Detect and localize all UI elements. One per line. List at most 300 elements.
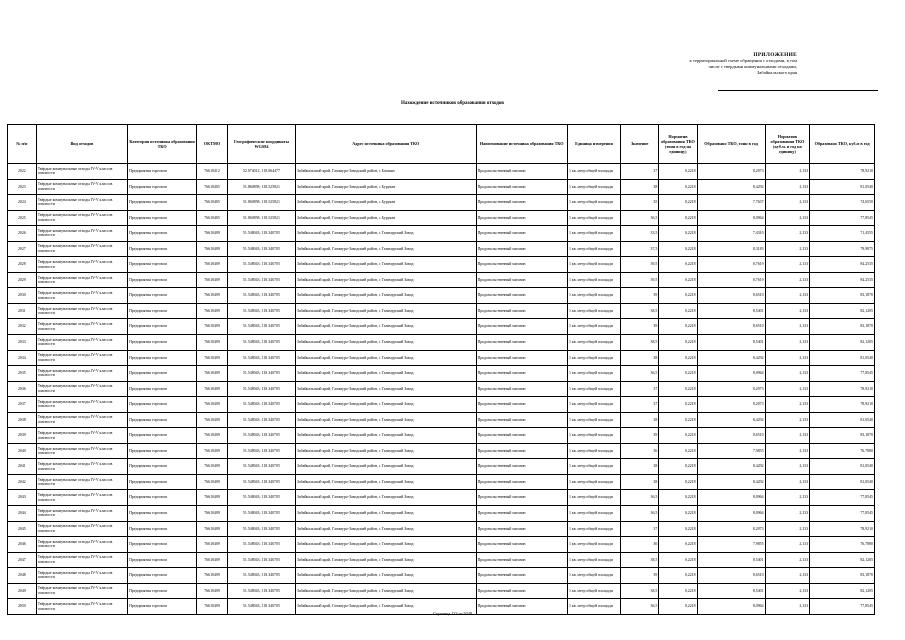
waste-type-cell: Твёрдые коммунальные отходы IV-V классов опасности bbox=[36, 272, 127, 288]
category-cell: Предприятия торговли bbox=[128, 350, 197, 366]
category-cell: Предприятия торговли bbox=[128, 428, 197, 444]
waste-type-cell: Твёрдые коммунальные отходы IV-V классов опасности bbox=[36, 583, 127, 599]
address-cell: Забайкальский край, Газимуро-Заводский район, с Газимурский Завод bbox=[295, 241, 476, 257]
header-m3: Образовано ТКО, куб.м в год bbox=[810, 125, 875, 164]
source-name-cell: Продовольственный магазин bbox=[476, 164, 567, 180]
value-cell: 39 bbox=[621, 288, 659, 304]
table-row bbox=[8, 428, 875, 444]
row-number: 2031 bbox=[8, 303, 37, 319]
unit-cell: 1 кв. метр общей площади bbox=[567, 210, 620, 226]
oktmo-cell: 76610409 bbox=[197, 226, 228, 242]
norm-tons-cell: 0,2218 bbox=[659, 335, 697, 351]
value-cell: 37 bbox=[621, 381, 659, 397]
norm-volume-cell: 2,133 bbox=[765, 428, 810, 444]
norm-tons-cell: 0,2218 bbox=[659, 459, 697, 475]
tons-cell: 8,6510 bbox=[697, 319, 765, 335]
value-cell: 38,5 bbox=[621, 583, 659, 599]
unit-cell: 1 кв. метр общей площади bbox=[567, 474, 620, 490]
address-cell: Забайкальский край, Газимуро-Заводский район, с Бурукан bbox=[295, 179, 476, 195]
value-cell: 39,5 bbox=[621, 272, 659, 288]
category-cell: Предприятия торговли bbox=[128, 210, 197, 226]
waste-type-cell: Твёрдые коммунальные отходы IV-V классов опасности bbox=[36, 226, 127, 242]
norm-volume-cell: 2,133 bbox=[765, 397, 810, 413]
address-cell: Забайкальский край, Газимуро-Заводский район, с Газимурский Завод bbox=[295, 474, 476, 490]
norm-volume-cell: 2,133 bbox=[765, 257, 810, 273]
address-cell: Забайкальский край, Газимуро-Заводский район, с Бурукан bbox=[295, 210, 476, 226]
row-number: 2028 bbox=[8, 257, 37, 273]
unit-cell: 1 кв. метр общей площади bbox=[567, 350, 620, 366]
address-cell: Забайкальский край, Газимуро-Заводский район, с Газимурский Завод bbox=[295, 335, 476, 351]
tons-cell: 8,6510 bbox=[697, 568, 765, 584]
coordinates-cell: 51.548043; 118.340705 bbox=[227, 226, 295, 242]
address-cell: Забайкальский край, Газимуро-Заводский район, с Батакан bbox=[295, 164, 476, 180]
waste-type-cell: Твёрдые коммунальные отходы IV-V классов опасности bbox=[36, 521, 127, 537]
oktmo-cell: 76610409 bbox=[197, 257, 228, 273]
volume-cell: 77,8545 bbox=[810, 366, 875, 382]
coordinates-cell: 52.074012; 118.064477 bbox=[227, 164, 295, 180]
row-number: 2041 bbox=[8, 459, 37, 475]
header-coords: Географические координаты WGS84 bbox=[227, 125, 295, 164]
value-cell: 36 bbox=[621, 537, 659, 553]
value-cell: 38 bbox=[621, 179, 659, 195]
waste-type-cell: Твёрдые коммунальные отходы IV-V классов опасности bbox=[36, 568, 127, 584]
coordinates-cell: 51.548043; 118.340705 bbox=[227, 303, 295, 319]
tons-cell: 8,2073 bbox=[697, 164, 765, 180]
coordinates-cell: 51.548043; 118.340705 bbox=[227, 428, 295, 444]
row-number: 2029 bbox=[8, 272, 37, 288]
unit-cell: 1 кв. метр общей площади bbox=[567, 303, 620, 319]
source-name-cell: Продовольственный магазин bbox=[476, 521, 567, 537]
unit-cell: 1 кв. метр общей площади bbox=[567, 428, 620, 444]
volume-cell: 77,8545 bbox=[810, 599, 875, 615]
table-row bbox=[8, 537, 875, 553]
source-name-cell: Продовольственный магазин bbox=[476, 257, 567, 273]
coordinates-cell: 51.860858; 118.525821 bbox=[227, 210, 295, 226]
table-header-row bbox=[8, 125, 875, 164]
waste-type-cell: Твёрдые коммунальные отходы IV-V классов опасности bbox=[36, 288, 127, 304]
waste-type-cell: Твёрдые коммунальные отходы IV-V классов опасности bbox=[36, 303, 127, 319]
waste-type-cell: Твёрдые коммунальные отходы IV-V классов опасности bbox=[36, 335, 127, 351]
unit-cell: 1 кв. метр общей площади bbox=[567, 164, 620, 180]
waste-type-cell: Твёрдые коммунальные отходы IV-V классов опасности bbox=[36, 179, 127, 195]
oktmo-cell: 76610412 bbox=[197, 164, 228, 180]
waste-type-cell: Твёрдые коммунальные отходы IV-V классов опасности bbox=[36, 412, 127, 428]
source-name-cell: Продовольственный магазин bbox=[476, 537, 567, 553]
norm-volume-cell: 2,133 bbox=[765, 521, 810, 537]
category-cell: Предприятия торговли bbox=[128, 459, 197, 475]
tons-cell: 8,4292 bbox=[697, 459, 765, 475]
address-cell: Забайкальский край, Газимуро-Заводский район, с Газимурский Завод bbox=[295, 366, 476, 382]
address-cell: Забайкальский край, Газимуро-Заводский район, с Газимурский Завод bbox=[295, 381, 476, 397]
norm-tons-cell: 0,2218 bbox=[659, 490, 697, 506]
unit-cell: 1 кв. метр общей площади bbox=[567, 490, 620, 506]
coordinates-cell: 51.548043; 118.340705 bbox=[227, 459, 295, 475]
row-number: 2045 bbox=[8, 521, 37, 537]
table-row bbox=[8, 412, 875, 428]
source-name-cell: Продовольственный магазин bbox=[476, 397, 567, 413]
source-name-cell: Продовольственный магазин bbox=[476, 412, 567, 428]
source-name-cell: Продовольственный магазин bbox=[476, 303, 567, 319]
source-name-cell: Продовольственный магазин bbox=[476, 272, 567, 288]
norm-tons-cell: 0,2218 bbox=[659, 350, 697, 366]
volume-cell: 84,2535 bbox=[810, 272, 875, 288]
tons-cell: 8,2073 bbox=[697, 381, 765, 397]
unit-cell: 1 кв. метр общей площади bbox=[567, 599, 620, 615]
table-row bbox=[8, 210, 875, 226]
source-name-cell: Продовольственный магазин bbox=[476, 568, 567, 584]
oktmo-cell: 76610409 bbox=[197, 319, 228, 335]
appendix-block bbox=[607, 52, 797, 76]
value-cell: 37 bbox=[621, 397, 659, 413]
header-unit: Единица измерения bbox=[567, 125, 620, 164]
volume-cell: 77,8545 bbox=[810, 210, 875, 226]
value-cell: 38 bbox=[621, 350, 659, 366]
category-cell: Предприятия торговли bbox=[128, 490, 197, 506]
address-cell: Забайкальский край, Газимуро-Заводский район, с Газимурский Завод bbox=[295, 583, 476, 599]
value-cell: 38 bbox=[621, 474, 659, 490]
tons-cell: 7,9855 bbox=[697, 443, 765, 459]
coordinates-cell: 51.548043; 118.340705 bbox=[227, 381, 295, 397]
table-row bbox=[8, 303, 875, 319]
norm-tons-cell: 0,2218 bbox=[659, 552, 697, 568]
norm-volume-cell: 2,133 bbox=[765, 179, 810, 195]
volume-cell: 81,0540 bbox=[810, 459, 875, 475]
oktmo-cell: 76610409 bbox=[197, 459, 228, 475]
oktmo-cell: 76610409 bbox=[197, 583, 228, 599]
norm-tons-cell: 0,2218 bbox=[659, 366, 697, 382]
source-name-cell: Продовольственный магазин bbox=[476, 366, 567, 382]
address-cell: Забайкальский край, Газимуро-Заводский район, с Газимурский Завод bbox=[295, 319, 476, 335]
waste-type-cell: Твёрдые коммунальные отходы IV-V классов опасности bbox=[36, 428, 127, 444]
value-cell: 38,5 bbox=[621, 335, 659, 351]
source-name-cell: Продовольственный магазин bbox=[476, 241, 567, 257]
oktmo-cell: 76610409 bbox=[197, 288, 228, 304]
unit-cell: 1 кв. метр общей площади bbox=[567, 257, 620, 273]
tons-cell: 8,0964 bbox=[697, 506, 765, 522]
coordinates-cell: 51.548043; 118.340705 bbox=[227, 537, 295, 553]
oktmo-cell: 76610409 bbox=[197, 506, 228, 522]
coordinates-cell: 51.860858; 118.525821 bbox=[227, 179, 295, 195]
source-name-cell: Продовольственный магазин bbox=[476, 350, 567, 366]
row-number: 2047 bbox=[8, 552, 37, 568]
volume-cell: 78,9210 bbox=[810, 381, 875, 397]
norm-volume-cell: 2,133 bbox=[765, 474, 810, 490]
tons-cell: 8,4292 bbox=[697, 350, 765, 366]
unit-cell: 1 кв. метр общей площади bbox=[567, 397, 620, 413]
source-name-cell: Продовольственный магазин bbox=[476, 319, 567, 335]
volume-cell: 81,0540 bbox=[810, 179, 875, 195]
norm-tons-cell: 0,2218 bbox=[659, 537, 697, 553]
volume-cell: 77,8545 bbox=[810, 490, 875, 506]
tons-cell: 8,0964 bbox=[697, 599, 765, 615]
row-number: 2039 bbox=[8, 428, 37, 444]
oktmo-cell: 76610409 bbox=[197, 443, 228, 459]
waste-type-cell: Твёрдые коммунальные отходы IV-V классов опасности bbox=[36, 443, 127, 459]
tons-cell: 8,5401 bbox=[697, 303, 765, 319]
norm-tons-cell: 0,2218 bbox=[659, 599, 697, 615]
oktmo-cell: 76610409 bbox=[197, 366, 228, 382]
unit-cell: 1 кв. метр общей площади bbox=[567, 179, 620, 195]
row-number: 2033 bbox=[8, 335, 37, 351]
value-cell: 36,5 bbox=[621, 366, 659, 382]
table-row bbox=[8, 226, 875, 242]
unit-cell: 1 кв. метр общей площади bbox=[567, 381, 620, 397]
header-num: № п/п bbox=[8, 125, 37, 164]
header-norm: Норматив образования ТКО (тонн в год на единицу) bbox=[659, 125, 697, 164]
oktmo-cell: 76610409 bbox=[197, 552, 228, 568]
header-tons: Образовано ТКО, тонн в год bbox=[697, 125, 765, 164]
source-name-cell: Продовольственный магазин bbox=[476, 288, 567, 304]
table-row bbox=[8, 397, 875, 413]
table-row bbox=[8, 506, 875, 522]
row-number: 2038 bbox=[8, 412, 37, 428]
value-cell: 33,5 bbox=[621, 226, 659, 242]
header-norm-vol: Норматив образования ТКО (куб.м. в год на единицу) bbox=[765, 125, 810, 164]
address-cell: Забайкальский край, Газимуро-Заводский район, с Газимурский Завод bbox=[295, 288, 476, 304]
norm-volume-cell: 2,133 bbox=[765, 490, 810, 506]
table-row bbox=[8, 443, 875, 459]
norm-tons-cell: 0,2218 bbox=[659, 474, 697, 490]
norm-volume-cell: 2,133 bbox=[765, 568, 810, 584]
norm-volume-cell: 2,133 bbox=[765, 319, 810, 335]
norm-volume-cell: 2,133 bbox=[765, 583, 810, 599]
source-name-cell: Продовольственный магазин bbox=[476, 443, 567, 459]
value-cell: 38 bbox=[621, 412, 659, 428]
document-title: Нахождение источников образования отходов bbox=[401, 101, 504, 106]
volume-cell: 83,1870 bbox=[810, 568, 875, 584]
coordinates-cell: 51.548043; 118.340705 bbox=[227, 257, 295, 273]
header-name: Наименование источника образования ТКО bbox=[476, 125, 567, 164]
source-name-cell: Продовольственный магазин bbox=[476, 474, 567, 490]
source-name-cell: Продовольственный магазин bbox=[476, 226, 567, 242]
norm-tons-cell: 0,2218 bbox=[659, 381, 697, 397]
coordinates-cell: 51.548043; 118.340705 bbox=[227, 241, 295, 257]
norm-volume-cell: 2,133 bbox=[765, 366, 810, 382]
table-row bbox=[8, 474, 875, 490]
tons-cell: 7,9855 bbox=[697, 537, 765, 553]
row-number: 2023 bbox=[8, 179, 37, 195]
table-row bbox=[8, 272, 875, 288]
address-cell: Забайкальский край, Газимуро-Заводский район, с Газимурский Завод bbox=[295, 599, 476, 615]
norm-volume-cell: 2,133 bbox=[765, 335, 810, 351]
volume-cell: 82,1205 bbox=[810, 583, 875, 599]
coordinates-cell: 51.548043; 118.340705 bbox=[227, 583, 295, 599]
coordinates-cell: 51.548043; 118.340705 bbox=[227, 319, 295, 335]
value-cell: 36,5 bbox=[621, 210, 659, 226]
oktmo-cell: 76610409 bbox=[197, 241, 228, 257]
header-type: Вид отходов bbox=[36, 125, 127, 164]
row-number: 2048 bbox=[8, 568, 37, 584]
coordinates-cell: 51.548043; 118.340705 bbox=[227, 397, 295, 413]
header-value: Значение bbox=[621, 125, 659, 164]
value-cell: 38 bbox=[621, 459, 659, 475]
unit-cell: 1 кв. метр общей площади bbox=[567, 288, 620, 304]
coordinates-cell: 51.548043; 118.340705 bbox=[227, 272, 295, 288]
category-cell: Предприятия торговли bbox=[128, 506, 197, 522]
waste-type-cell: Твёрдые коммунальные отходы IV-V классов опасности bbox=[36, 319, 127, 335]
address-cell: Забайкальский край, Газимуро-Заводский район, с Газимурский Завод bbox=[295, 350, 476, 366]
category-cell: Предприятия торговли bbox=[128, 164, 197, 180]
value-cell: 39 bbox=[621, 428, 659, 444]
source-name-cell: Продовольственный магазин bbox=[476, 335, 567, 351]
row-number: 2034 bbox=[8, 350, 37, 366]
value-cell: 39,5 bbox=[621, 257, 659, 273]
tons-cell: 7,4310 bbox=[697, 226, 765, 242]
volume-cell: 78,9210 bbox=[810, 397, 875, 413]
table-row bbox=[8, 179, 875, 195]
row-number: 2046 bbox=[8, 537, 37, 553]
unit-cell: 1 кв. метр общей площади bbox=[567, 506, 620, 522]
volume-cell: 82,1205 bbox=[810, 303, 875, 319]
appendix-line: к территориальной схеме обращения с отходами, в том bbox=[689, 58, 797, 63]
table-row bbox=[8, 381, 875, 397]
tons-cell: 8,6510 bbox=[697, 288, 765, 304]
oktmo-cell: 76610405 bbox=[197, 210, 228, 226]
norm-tons-cell: 0,2218 bbox=[659, 412, 697, 428]
norm-tons-cell: 0,2218 bbox=[659, 568, 697, 584]
oktmo-cell: 76610409 bbox=[197, 521, 228, 537]
table-row bbox=[8, 288, 875, 304]
waste-type-cell: Твёрдые коммунальные отходы IV-V классов опасности bbox=[36, 552, 127, 568]
volume-cell: 84,2535 bbox=[810, 257, 875, 273]
address-cell: Забайкальский край, Газимуро-Заводский район, с Газимурский Завод bbox=[295, 521, 476, 537]
norm-tons-cell: 0,2218 bbox=[659, 210, 697, 226]
row-number: 2026 bbox=[8, 226, 37, 242]
value-cell: 39 bbox=[621, 319, 659, 335]
address-cell: Забайкальский край, Газимуро-Заводский район, с Газимурский Завод bbox=[295, 272, 476, 288]
category-cell: Предприятия торговли bbox=[128, 303, 197, 319]
value-cell: 37 bbox=[621, 164, 659, 180]
tons-cell: 8,5401 bbox=[697, 583, 765, 599]
norm-tons-cell: 0,2218 bbox=[659, 397, 697, 413]
norm-volume-cell: 2,133 bbox=[765, 241, 810, 257]
source-name-cell: Продовольственный магазин bbox=[476, 428, 567, 444]
table-row bbox=[8, 490, 875, 506]
address-cell: Забайкальский край, Газимуро-Заводский район, с Газимурский Завод bbox=[295, 506, 476, 522]
norm-volume-cell: 2,133 bbox=[765, 164, 810, 180]
norm-tons-cell: 0,2218 bbox=[659, 428, 697, 444]
appendix-title: ПРИЛОЖЕНИЕ bbox=[753, 52, 797, 58]
address-cell: Забайкальский край, Газимуро-Заводский район, с Газимурский Завод bbox=[295, 303, 476, 319]
address-cell: Забайкальский край, Газимуро-Заводский район, с Газимурский Завод bbox=[295, 428, 476, 444]
tons-cell: 8,7619 bbox=[697, 272, 765, 288]
volume-cell: 77,8545 bbox=[810, 506, 875, 522]
value-cell: 37,5 bbox=[621, 241, 659, 257]
norm-volume-cell: 2,133 bbox=[765, 599, 810, 615]
address-cell: Забайкальский край, Газимуро-Заводский район, с Бурукан bbox=[295, 195, 476, 211]
appendix-line: числе с твердыми коммунальными отходами, bbox=[708, 64, 797, 69]
volume-cell: 71,4555 bbox=[810, 226, 875, 242]
table-row bbox=[8, 366, 875, 382]
norm-tons-cell: 0,2218 bbox=[659, 272, 697, 288]
oktmo-cell: 76610409 bbox=[197, 599, 228, 615]
source-name-cell: Продовольственный магазин bbox=[476, 179, 567, 195]
address-cell: Забайкальский край, Газимуро-Заводский район, с Газимурский Завод bbox=[295, 226, 476, 242]
oktmo-cell: 76610409 bbox=[197, 490, 228, 506]
norm-volume-cell: 2,133 bbox=[765, 506, 810, 522]
norm-volume-cell: 2,133 bbox=[765, 272, 810, 288]
norm-volume-cell: 2,133 bbox=[765, 537, 810, 553]
waste-type-cell: Твёрдые коммунальные отходы IV-V классов опасности bbox=[36, 490, 127, 506]
unit-cell: 1 кв. метр общей площади bbox=[567, 568, 620, 584]
row-number: 2036 bbox=[8, 381, 37, 397]
tons-cell: 8,0964 bbox=[697, 366, 765, 382]
coordinates-cell: 51.548043; 118.340705 bbox=[227, 490, 295, 506]
volume-cell: 81,0540 bbox=[810, 350, 875, 366]
volume-cell: 74,6550 bbox=[810, 195, 875, 211]
tons-cell: 8,7619 bbox=[697, 257, 765, 273]
table-row bbox=[8, 568, 875, 584]
table-row bbox=[8, 257, 875, 273]
value-cell: 35 bbox=[621, 195, 659, 211]
category-cell: Предприятия торговли bbox=[128, 397, 197, 413]
waste-type-cell: Твёрдые коммунальные отходы IV-V классов опасности bbox=[36, 474, 127, 490]
category-cell: Предприятия торговли bbox=[128, 474, 197, 490]
tons-cell: 8,5401 bbox=[697, 552, 765, 568]
norm-volume-cell: 2,133 bbox=[765, 459, 810, 475]
category-cell: Предприятия торговли bbox=[128, 599, 197, 615]
category-cell: Предприятия торговли bbox=[128, 195, 197, 211]
address-cell: Забайкальский край, Газимуро-Заводский район, с Газимурский Завод bbox=[295, 459, 476, 475]
norm-tons-cell: 0,2218 bbox=[659, 288, 697, 304]
coordinates-cell: 51.548043; 118.340705 bbox=[227, 552, 295, 568]
waste-type-cell: Твёрдые коммунальные отходы IV-V классов опасности bbox=[36, 257, 127, 273]
header-address: Адрес источника образования ТКО bbox=[295, 125, 476, 164]
category-cell: Предприятия торговли bbox=[128, 443, 197, 459]
table-row bbox=[8, 319, 875, 335]
source-name-cell: Продовольственный магазин bbox=[476, 599, 567, 615]
category-cell: Предприятия торговли bbox=[128, 521, 197, 537]
oktmo-cell: 76610409 bbox=[197, 428, 228, 444]
category-cell: Предприятия торговли bbox=[128, 257, 197, 273]
unit-cell: 1 кв. метр общей площади bbox=[567, 583, 620, 599]
table-row bbox=[8, 552, 875, 568]
row-number: 2035 bbox=[8, 366, 37, 382]
appendix-line: Забайкальского края bbox=[756, 70, 797, 75]
norm-volume-cell: 2,133 bbox=[765, 210, 810, 226]
row-number: 2024 bbox=[8, 195, 37, 211]
address-cell: Забайкальский край, Газимуро-Заводский район, с Газимурский Завод bbox=[295, 568, 476, 584]
norm-volume-cell: 2,133 bbox=[765, 443, 810, 459]
table-row bbox=[8, 241, 875, 257]
source-name-cell: Продовольственный магазин bbox=[476, 506, 567, 522]
volume-cell: 78,9210 bbox=[810, 521, 875, 537]
tons-cell: 8,0964 bbox=[697, 490, 765, 506]
tons-cell: 8,4292 bbox=[697, 412, 765, 428]
norm-volume-cell: 2,133 bbox=[765, 288, 810, 304]
category-cell: Предприятия торговли bbox=[128, 241, 197, 257]
category-cell: Предприятия торговли bbox=[128, 552, 197, 568]
norm-volume-cell: 2,133 bbox=[765, 195, 810, 211]
table-row bbox=[8, 350, 875, 366]
row-number: 2044 bbox=[8, 506, 37, 522]
coordinates-cell: 51.548043; 118.340705 bbox=[227, 521, 295, 537]
source-name-cell: Продовольственный магазин bbox=[476, 210, 567, 226]
address-cell: Забайкальский край, Газимуро-Заводский район, с Газимурский Завод bbox=[295, 537, 476, 553]
tons-cell: 8,2073 bbox=[697, 397, 765, 413]
waste-type-cell: Твёрдые коммунальные отходы IV-V классов опасности bbox=[36, 210, 127, 226]
category-cell: Предприятия торговли bbox=[128, 381, 197, 397]
category-cell: Предприятия торговли bbox=[128, 537, 197, 553]
category-cell: Предприятия торговли bbox=[128, 568, 197, 584]
category-cell: Предприятия торговли bbox=[128, 366, 197, 382]
row-number: 2022 bbox=[8, 164, 37, 180]
coordinates-cell: 51.548043; 118.340705 bbox=[227, 474, 295, 490]
value-cell: 36,5 bbox=[621, 490, 659, 506]
waste-type-cell: Твёрдые коммунальные отходы IV-V классов опасности bbox=[36, 599, 127, 615]
norm-volume-cell: 2,133 bbox=[765, 226, 810, 242]
unit-cell: 1 кв. метр общей площади bbox=[567, 537, 620, 553]
